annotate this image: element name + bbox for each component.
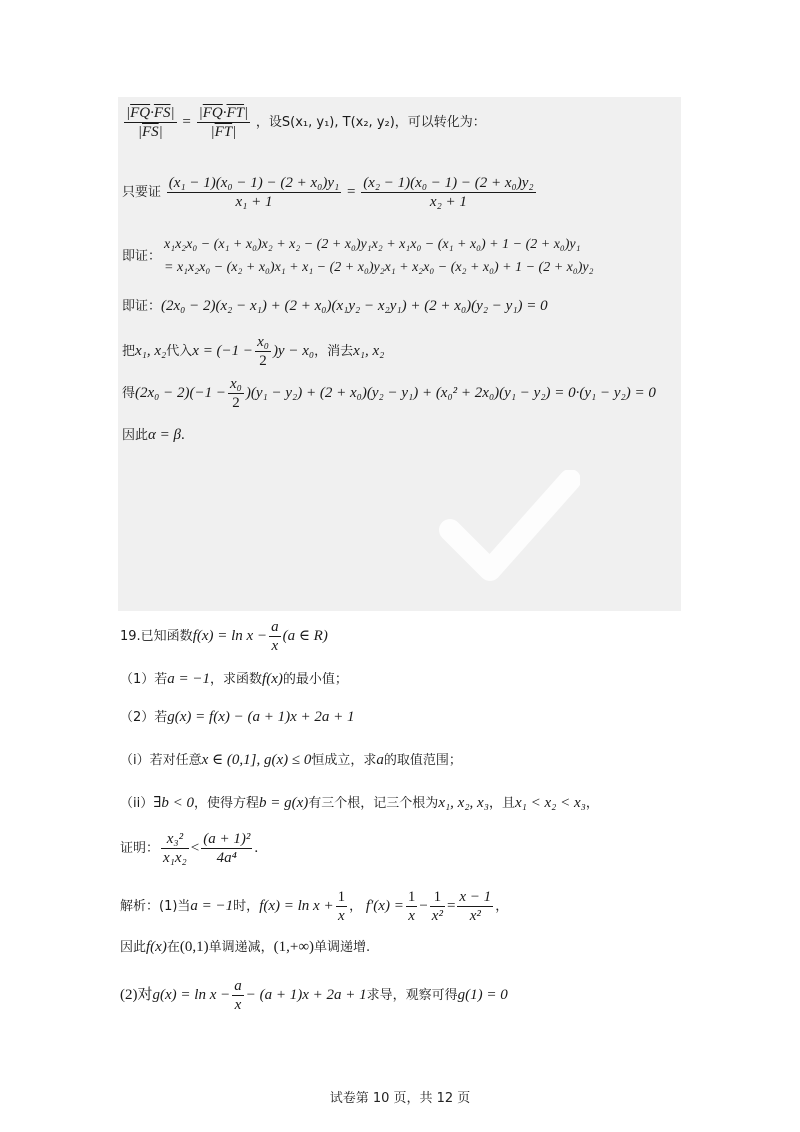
analysis-3: (2)对g(x) = ln x − $\frac{a}{x}$ − (a + 1)x + 2a + 1求导，观察可得g(1) = 0 [120, 978, 508, 1013]
checkmark-watermark [430, 470, 580, 590]
line3-prefix: 即证： [122, 249, 162, 264]
line7: 因此α = β. [122, 427, 185, 443]
line3a: x₁x₂x₀ − (x₁ + x₀)x₂ + x₂ − (2 + x₀)y₁x₂ + x₁x₀ − (x₁ + x₀) + 1 − (2 + x₀)y₁ [164, 237, 581, 252]
prove-line: 证明： $\frac{\text{x₃²}}{\text{x₁x₂}}$ < $\frac{\text{(a + 1)²}}{\text{4a⁴}}$ . [120, 831, 259, 866]
need-prove-line: 只要证 $\frac{\text{(x₁ − 1)(x₀ − 1) − (2 + x₀)y₁}}{\text{x₁ + 1}}$ = $\frac{\text{(x₂ − 1)(x₀ − 1) − (2 + x₀)y₂}}{\text{x₂ + 1}}$ [122, 175, 534, 210]
analysis-2: 因此f(x)在(0,1)单调递减，(1,+∞)单调递增. [120, 939, 371, 955]
sub-ii: （ii）∃b < 0，使得方程b = g(x)有三个根，记三个根为x₁, x₂, x₃，且x₁ < x₂ < x₃， [120, 795, 599, 811]
line3b: = x₁x₂x₀ − (x₂ + x₀)x₁ + x₁ − (2 + x₀)y₂x₁ + x₂x₀ − (x₂ + x₀) + 1 − (2 + x₀)y₂ [164, 260, 594, 275]
page-footer: 试卷第 10 页，共 12 页 [329, 1091, 471, 1106]
analysis-1: 解析：(1)当a = −1时，f(x) = ln x + $\frac{1}{x}$ ， f′(x) = $\frac{1}{x}$ − $\frac{1}{\text{x²}}$ = $\frac{x - 1}{\text{x²}}$ ， [120, 889, 509, 924]
sub-i: （i）若对任意x ∈ (0,1], g(x) ≤ 0恒成立，求a的取值范围； [120, 752, 462, 768]
line5: 把x₁, x₂代入x = (−1 − $\frac{\text{x₀}}{2}$ )y − x₀，消去x₁, x₂ [122, 334, 385, 369]
vector-ratio-line: $\frac{|\overline{FQ}\cdot\overline{FS}|}{|\overline{FS}|}$ = $\frac{|\overline{FQ}\cdot\overline{FT}|}{|\overline{FT}|}$ ，设S(x₁, y₁), T(x₂, y₂)，可以转化为： [126, 105, 486, 140]
line1-text: ，设S(x₁, y₁), T(x₂, y₂)，可以转化为： [255, 114, 486, 130]
line4: 即证：(2x₀ − 2)(x₂ − x₁) + (2 + x₀)(x₁y₂ − x₂y₁) + (2 + x₀)(y₂ − y₁) = 0 [122, 298, 548, 314]
line6: 得(2x₀ − 2)(−1 − $\frac{\text{x₀}}{2}$ )(y₁ − y₂) + (2 + x₀)(y₂ − y₁) + (x₀² + 2x₀)(y₁ − y₂) = 0·(y₁ − y₂) = 0 [122, 376, 656, 411]
problem-title: 19.已知函数f(x) = ln x − $\frac{a}{x}$ (a ∈ R) [120, 619, 328, 654]
part2: （2）若g(x) = f(x) − (a + 1)x + 2a + 1 [120, 709, 355, 725]
part1: （1）若a = −1，求函数f(x)的最小值； [120, 671, 348, 687]
